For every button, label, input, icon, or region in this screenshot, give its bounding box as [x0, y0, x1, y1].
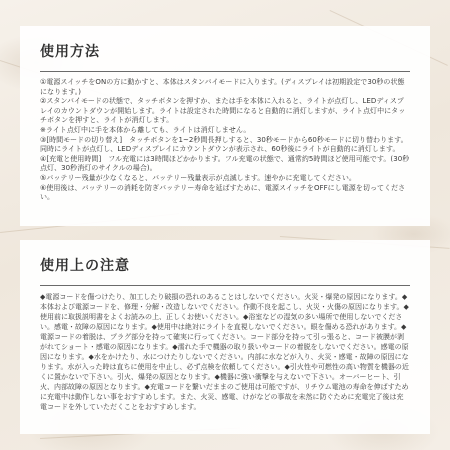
usage-step-5: ⑤バッテリー残量が少なくなると、バッテリー残量表示が点滅します。速やかに充電してください。 — [40, 173, 356, 182]
usage-step-6: ⑥使用後は、バッテリーの消耗を防ぎバッテリー寿命を延ばすために、電源スイッチをOFFにし電源を切ってください。 — [40, 183, 406, 202]
usage-step-1: ①電源スイッチをONの方に動かすと、本体はスタンバイモードに入ります。(ディスプレイは初期設定で30秒の状態になります。) — [40, 78, 405, 96]
usage-list — [40, 78, 410, 203]
usage-step-2: ②スタンバイモードの状態で、タッチボタンを押すか、または手を本体に入れると、ライトが点灯し、LEDディスプレイのカウントダウンが開始します。ライトは設定された時間になると自動的に消灯しますが、ライト点灯中にタッチボタンを押すと、ライトが消灯します。 — [40, 97, 406, 125]
caution-divider — [40, 285, 410, 286]
caution-text: ◆電源コードを傷つけたり、加工したり破損の恐れのあることはしないでください。火災・爆発の原因になります。◆本体および電源コードを、修理・分解・改造しないでください。作動不良を起こし、火災・火傷の原因になります。◆使用前に取扱説明書をよくお読みの上、正しくお使いください。◆浴室などの湿気の多い場所で使用しないでください。感電・故障の原因になります。◆使用中は絶対にライトを直視しないでください。眼を傷める恐れがあります。◆電源コードの着脱は、プラグ部分を持って確実に行ってください。コード部分を持って引っ張ると、コード被膜が剥がれてショート・感電の原因になります。◆濡れた手で機器の取り扱いやコードの着脱をしないでください。感電の原因になります。◆水をかけたり、水につけたりしないでください。内部に水などが入り、火災・感電・故障の原因になります。水が入った時は直ちに使用を中止し、必ず点検を依頼してください。◆引火性や可燃性の高い物質を機器の近くに置かないで下さい。引火、爆発の原因となります。◆機器に強い衝撃を与えないで下さい。オーバーヒート、引火、内部故障の原因となります。◆充電コードを繋いだままのご使用は可能ですが、リチウム電池の寿命を伸ばすために充電中は動作しない事をおすすめします。また、火災、感電、けがなどの事故を未然に防ぐために充電完了後は充電コードを外していただくことをおすすめします。 — [40, 293, 409, 411]
caution-title: 使用上の注意 — [40, 258, 130, 274]
usage-panel — [20, 26, 430, 226]
usage-divider — [40, 71, 410, 72]
caution-panel — [20, 240, 430, 434]
usage-step-3: ③[時間モードの切り替え] タッチボタンを1~2秒間長押しすると、30秒モードから60秒モードに切り替わります。同時にライトが点灯し、LEDディスプレイにカウントダウンが表示され、60秒後にライトが自動的に消灯します。 — [40, 135, 408, 154]
usage-note: ※ライト点灯中に手を本体から離しても、ライトは消灯しません。 — [40, 125, 251, 134]
usage-step-4: ④[充電と使用時間] フル充電には3時間ほどかかります。フル充電の状態で、通常約5時間ほど使用可能です。(30秒点灯、30秒消灯のサイクルの場合)。 — [40, 154, 410, 173]
usage-title: 使用方法 — [40, 44, 100, 60]
